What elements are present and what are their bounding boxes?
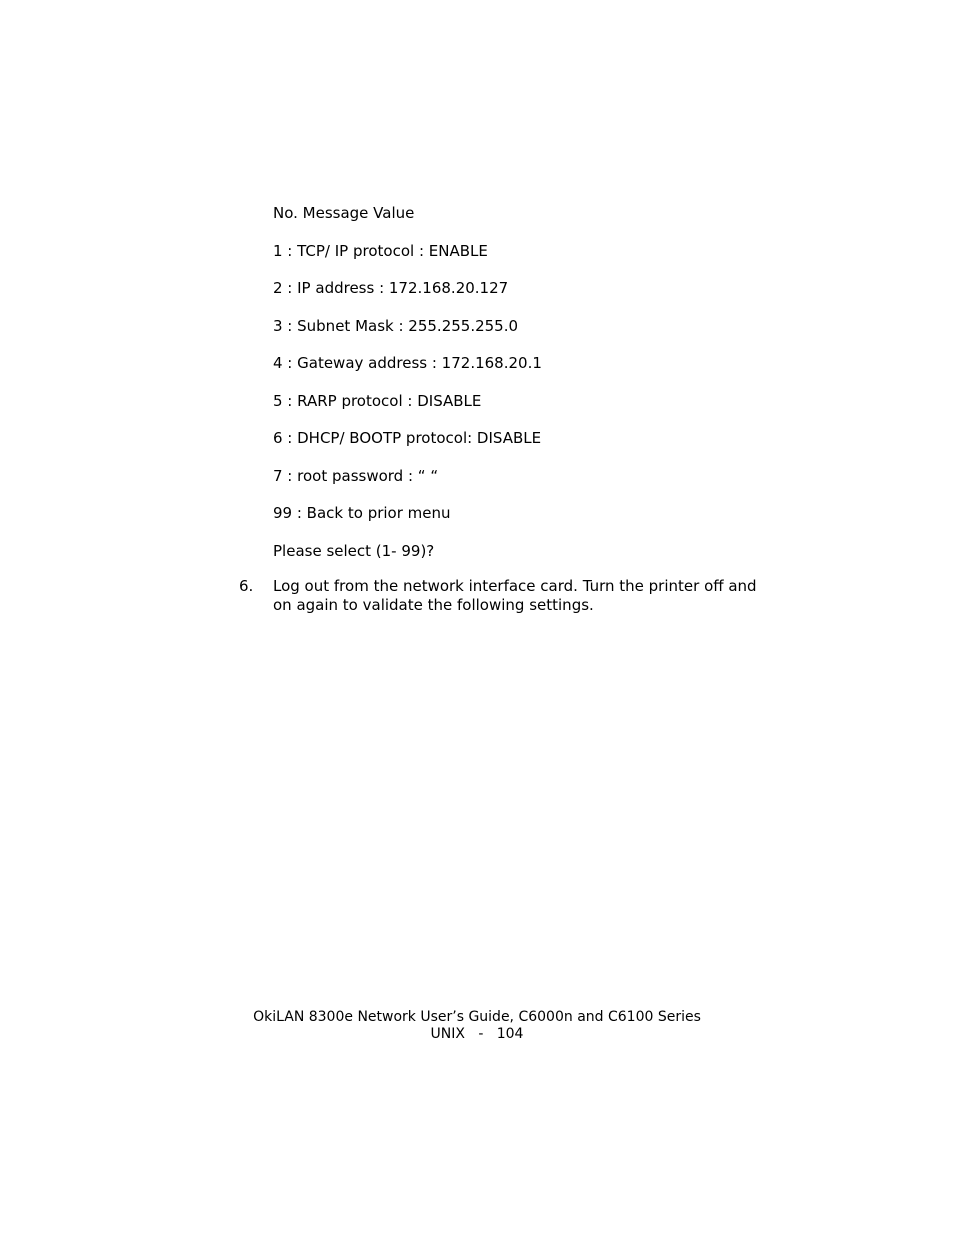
menu-line-ip-address: 2 : IP address : 172.168.20.127: [273, 279, 509, 297]
page-footer: [0, 1009, 954, 1043]
menu-header-line: No. Message Value: [273, 204, 415, 222]
menu-line-root-password: 7 : root password : “ “: [273, 466, 439, 485]
step-text: Log out from the network interface card. Turn the printer off and on again to validate the following settings.: [273, 577, 757, 614]
menu-line-rarp: 5 : RARP protocol : DISABLE: [273, 391, 482, 410]
menu-listing: [273, 203, 542, 578]
instruction-step: [239, 577, 759, 615]
menu-line-back: 99 : Back to prior menu: [273, 504, 451, 522]
footer-title: OkiLAN 8300e Network User’s Guide, C6000n and C6100 Series: [253, 1009, 701, 1025]
menu-line-gateway: 4 : Gateway address : 172.168.20.1: [273, 354, 542, 372]
footer-page-number: UNIX - 104: [430, 1026, 524, 1042]
menu-line-prompt: Please select (1- 99)?: [273, 541, 435, 560]
menu-line-subnet-mask: 3 : Subnet Mask : 255.255.255.0: [273, 316, 519, 335]
step-number: 6.: [239, 577, 254, 595]
menu-line-dhcp-bootp: 6 : DHCP/ BOOTP protocol: DISABLE: [273, 429, 542, 447]
menu-line-tcpip: 1 : TCP/ IP protocol : ENABLE: [273, 241, 488, 260]
